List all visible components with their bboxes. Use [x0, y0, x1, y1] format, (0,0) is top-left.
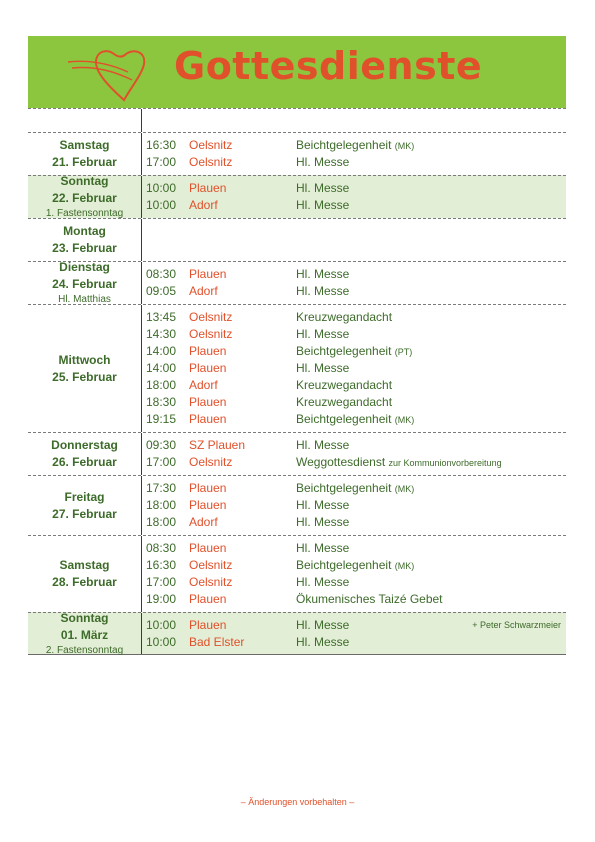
event-time: 08:30 — [146, 541, 177, 555]
day-cell — [28, 433, 141, 475]
event-place: Bad Elster — [189, 635, 245, 649]
event-time: 17:00 — [146, 455, 177, 469]
event-service-note: (MK) — [394, 141, 415, 151]
event-item — [146, 360, 566, 377]
event-item — [146, 411, 566, 428]
day-name: Mittwoch — [58, 352, 111, 367]
event-list — [146, 433, 566, 475]
event-place: Plauen — [189, 481, 227, 495]
event-service — [296, 197, 349, 214]
event-service — [296, 540, 349, 557]
event-service-label: Weggottesdienst — [296, 455, 386, 469]
event-service — [296, 154, 349, 171]
day-name: Samstag — [59, 138, 110, 152]
event-service-label: Beichtgelegenheit — [296, 558, 392, 572]
day-name: Freitag — [64, 489, 105, 504]
day-cell — [28, 536, 141, 612]
day-cell — [28, 176, 141, 218]
event-time: 10:00 — [146, 181, 177, 195]
event-place: Plauen — [189, 592, 227, 606]
event-time: 18:00 — [146, 378, 177, 392]
event-service — [296, 360, 349, 377]
column-divider — [141, 476, 142, 535]
day-date: 23. Februar — [52, 241, 117, 255]
event-time: 18:00 — [146, 515, 177, 529]
event-item — [146, 154, 566, 171]
event-time: 18:00 — [146, 498, 177, 512]
spacer-row — [28, 108, 566, 132]
event-service-label: Hl. Messe — [296, 438, 350, 452]
event-service-label: Hl. Messe — [296, 155, 350, 169]
column-divider — [141, 109, 142, 132]
event-time: 18:30 — [146, 395, 177, 409]
event-time: 09:05 — [146, 284, 177, 298]
day-date: 25. Februar — [52, 369, 117, 384]
event-list — [146, 176, 566, 218]
event-service — [296, 574, 349, 591]
day-date: 27. Februar — [52, 506, 117, 521]
day-name: Sonntag — [60, 174, 109, 188]
event-service-note: (MK) — [394, 561, 415, 571]
column-divider — [141, 433, 142, 475]
day-note: 2. Fastensonntag — [45, 644, 124, 656]
column-divider — [141, 176, 142, 218]
event-item — [146, 497, 566, 514]
event-item — [146, 557, 566, 574]
event-service — [296, 437, 349, 454]
event-service-label: Hl. Messe — [296, 284, 350, 298]
event-item — [146, 574, 566, 591]
day-note: Hl. Matthias — [58, 294, 111, 305]
event-place: Plauen — [189, 498, 227, 512]
event-place: Plauen — [189, 181, 227, 195]
event-item — [146, 283, 566, 300]
event-time: 10:00 — [146, 618, 177, 632]
event-time: 17:30 — [146, 481, 177, 495]
event-side-note: + Peter Schwarzmeier — [472, 620, 561, 630]
day-note: 1. Fastensonntag — [45, 208, 124, 219]
event-place: Adorf — [189, 515, 218, 529]
event-item — [146, 266, 566, 283]
event-place: Plauen — [189, 267, 227, 281]
event-item — [146, 137, 566, 154]
event-service-label: Kreuzwegandacht — [296, 395, 393, 409]
event-item — [146, 454, 566, 471]
day-row — [28, 218, 566, 261]
event-item — [146, 437, 566, 454]
event-time: 10:00 — [146, 635, 177, 649]
event-service — [296, 514, 349, 531]
event-time: 09:30 — [146, 438, 177, 452]
event-place: Adorf — [189, 378, 218, 392]
event-item — [146, 540, 566, 557]
event-item — [146, 326, 566, 343]
event-place: SZ Plauen — [189, 438, 246, 452]
column-divider — [141, 262, 142, 304]
event-item — [146, 480, 566, 497]
event-service-note: (MK) — [394, 484, 415, 494]
event-time: 17:00 — [146, 575, 177, 589]
schedule-table — [28, 108, 566, 655]
event-service-label: Kreuzwegandacht — [296, 310, 393, 324]
event-time: 16:30 — [146, 138, 177, 152]
event-service-label: Beichtgelegenheit — [296, 481, 392, 495]
event-place: Plauen — [189, 395, 227, 409]
day-name: Samstag — [59, 558, 110, 572]
column-divider — [141, 536, 142, 612]
footer-note: – Änderungen vorbehalten – — [240, 797, 355, 807]
event-time: 13:45 — [146, 310, 177, 324]
event-item — [146, 591, 566, 608]
column-divider — [141, 613, 142, 654]
event-service — [296, 266, 349, 283]
day-cell — [28, 219, 141, 261]
event-item — [146, 180, 566, 197]
event-service — [296, 454, 502, 472]
event-service-note: zur Kommunionvorbereitung — [388, 458, 502, 468]
event-time: 19:15 — [146, 412, 177, 426]
event-list — [146, 476, 566, 535]
event-time: 10:00 — [146, 198, 177, 212]
day-name: Montag — [63, 224, 106, 238]
event-list — [146, 133, 566, 175]
day-row — [28, 304, 566, 432]
day-date: 21. Februar — [52, 155, 117, 169]
day-cell — [28, 610, 141, 656]
event-service-label: Hl. Messe — [296, 541, 350, 555]
event-place: Adorf — [189, 198, 218, 212]
event-service — [296, 343, 412, 361]
event-item — [146, 394, 566, 411]
event-service-label: Hl. Messe — [296, 498, 350, 512]
event-time: 14:00 — [146, 344, 177, 358]
event-service — [296, 309, 392, 326]
day-row — [28, 132, 566, 175]
event-place: Plauen — [189, 344, 227, 358]
day-name: Dienstag — [59, 260, 110, 274]
column-divider — [141, 219, 142, 261]
day-name: Donnerstag — [51, 438, 118, 452]
heart-logo-icon — [66, 42, 156, 104]
event-list — [146, 262, 566, 304]
day-date: 28. Februar — [52, 575, 117, 589]
event-service-label: Hl. Messe — [296, 575, 350, 589]
event-place: Oelsnitz — [189, 310, 233, 324]
day-row — [28, 535, 566, 612]
event-item — [146, 634, 566, 651]
event-service-label: Beichtgelegenheit — [296, 138, 392, 152]
event-list — [146, 219, 566, 244]
event-time: 14:00 — [146, 361, 177, 375]
event-service-label: Hl. Messe — [296, 181, 350, 195]
event-service-label: Ökumenisches Taizé Gebet — [296, 592, 443, 606]
event-service — [296, 377, 392, 394]
day-row — [28, 175, 566, 218]
event-list — [146, 305, 566, 432]
day-cell — [28, 305, 141, 432]
event-place: Plauen — [189, 412, 227, 426]
event-place: Oelsnitz — [189, 575, 233, 589]
event-service-note: (PT) — [394, 347, 413, 357]
event-service — [296, 617, 349, 634]
event-service-label: Hl. Messe — [296, 198, 350, 212]
event-time: 16:30 — [146, 558, 177, 572]
header-banner — [28, 36, 566, 108]
day-row — [28, 261, 566, 304]
event-service — [296, 557, 414, 575]
event-item — [146, 309, 566, 326]
event-place: Plauen — [189, 361, 227, 375]
event-place: Oelsnitz — [189, 155, 233, 169]
event-service-label: Hl. Messe — [296, 635, 350, 649]
event-place: Oelsnitz — [189, 455, 233, 469]
day-cell — [28, 262, 141, 304]
event-service — [296, 394, 392, 411]
event-list — [146, 613, 566, 655]
event-service — [296, 326, 349, 343]
event-item — [146, 343, 566, 360]
event-service-label: Hl. Messe — [296, 361, 350, 375]
event-service-label: Hl. Messe — [296, 515, 350, 529]
event-time: 17:00 — [146, 155, 177, 169]
event-time: 19:00 — [146, 592, 177, 606]
day-date: 01. März — [60, 627, 109, 642]
day-row — [28, 432, 566, 475]
event-item — [146, 377, 566, 394]
event-service — [296, 137, 414, 155]
day-row — [28, 612, 566, 655]
event-service-label: Hl. Messe — [296, 618, 350, 632]
event-service — [296, 411, 414, 429]
event-service — [296, 591, 443, 608]
event-service-label: Beichtgelegenheit — [296, 344, 392, 358]
event-place: Adorf — [189, 284, 218, 298]
day-cell — [28, 133, 141, 175]
event-service-label: Hl. Messe — [296, 327, 350, 341]
event-item — [146, 617, 566, 634]
event-place: Plauen — [189, 541, 227, 555]
day-name: Sonntag — [60, 610, 109, 625]
event-service-label: Beichtgelegenheit — [296, 412, 392, 426]
event-item — [146, 514, 566, 531]
event-service-label: Kreuzwegandacht — [296, 378, 393, 392]
event-place: Oelsnitz — [189, 327, 233, 341]
event-service — [296, 480, 414, 498]
event-service — [296, 497, 349, 514]
event-item — [146, 197, 566, 214]
day-date: 22. Februar — [52, 191, 117, 205]
event-time: 14:30 — [146, 327, 177, 341]
day-date: 26. Februar — [52, 455, 117, 469]
column-divider — [141, 133, 142, 175]
day-date: 24. Februar — [52, 277, 117, 291]
event-service — [296, 180, 349, 197]
day-row — [28, 475, 566, 535]
event-place: Oelsnitz — [189, 558, 233, 572]
event-time: 08:30 — [146, 267, 177, 281]
event-place: Plauen — [189, 618, 227, 632]
day-cell — [28, 476, 141, 535]
event-service — [296, 283, 349, 300]
event-service-note: (MK) — [394, 415, 415, 425]
event-list — [146, 536, 566, 612]
event-service — [296, 634, 349, 651]
event-place: Oelsnitz — [189, 138, 233, 152]
column-divider — [141, 305, 142, 432]
page-title: Gottesdienste — [174, 44, 483, 88]
event-service-label: Hl. Messe — [296, 267, 350, 281]
